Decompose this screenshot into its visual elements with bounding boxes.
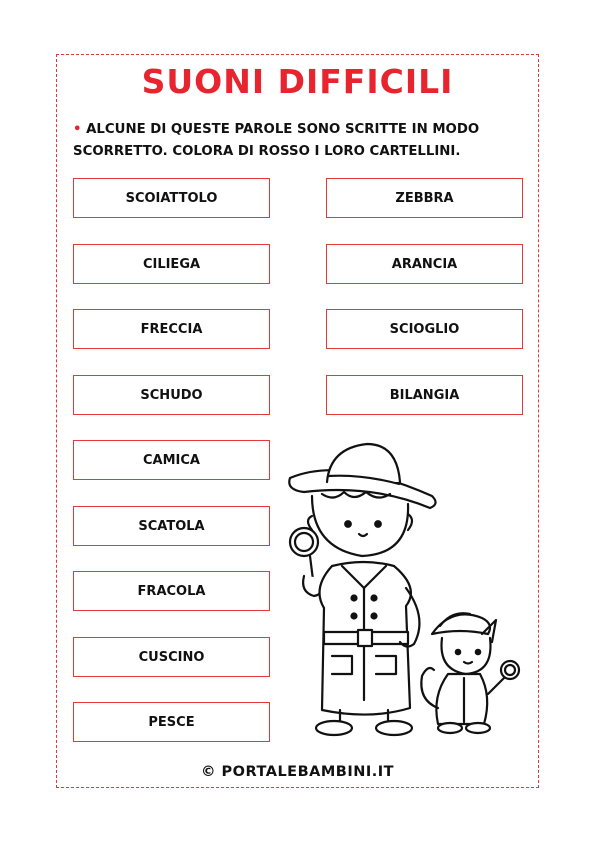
instructions-line-2: SCORRETTO. COLORA DI ROSSO I LORO CARTELLINI. xyxy=(73,144,461,159)
word-card-left-3[interactable]: FRECCIA xyxy=(73,309,270,349)
word-card-left-6[interactable]: SCATOLA xyxy=(73,506,270,546)
page-title: SUONI DIFFICILI xyxy=(141,62,454,101)
word-card-left-9[interactable]: PESCE xyxy=(73,702,270,742)
footer-copyright: © PORTALEBAMBINI.IT xyxy=(200,764,395,780)
word-card-right-1[interactable]: ZEBBRA xyxy=(326,178,523,218)
word-card-right-2[interactable]: ARANCIA xyxy=(326,244,523,284)
word-card-left-4[interactable]: SCHUDO xyxy=(73,375,270,415)
bullet-icon: • xyxy=(73,122,82,137)
detective-cat xyxy=(421,613,519,733)
instructions xyxy=(73,119,533,163)
word-card-right-4[interactable]: BILANGIA xyxy=(326,375,523,415)
word-card-left-2[interactable]: CILIEGA xyxy=(73,244,270,284)
instructions-line-1: ALCUNE DI QUESTE PAROLE SONO SCRITTE IN MODO xyxy=(86,122,480,137)
word-card-left-5[interactable]: CAMICA xyxy=(73,440,270,480)
word-card-left-7[interactable]: FRACOLA xyxy=(73,571,270,611)
word-card-right-3[interactable]: SCIOGLIO xyxy=(326,309,523,349)
word-card-left-1[interactable]: SCOIATTOLO xyxy=(73,178,270,218)
detective-boy xyxy=(289,444,435,735)
detective-illustration xyxy=(282,438,532,738)
word-card-left-8[interactable]: CUSCINO xyxy=(73,637,270,677)
